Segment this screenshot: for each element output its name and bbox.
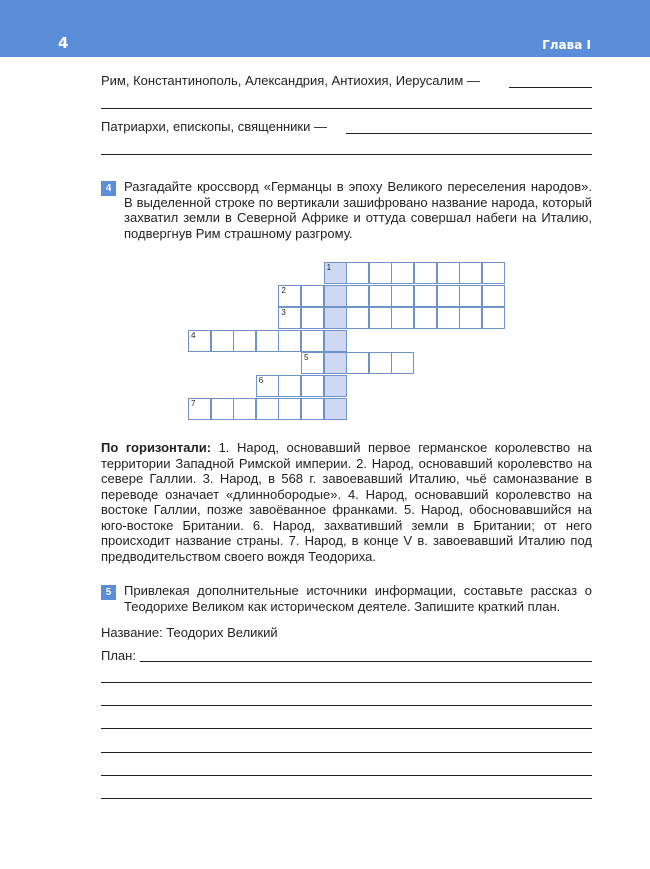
crossword-clue-number: 5 xyxy=(304,353,309,363)
crossword-cell[interactable] xyxy=(414,307,437,329)
page-header xyxy=(0,0,650,57)
crossword-cell[interactable] xyxy=(369,352,392,374)
task-4-badge: 4 xyxy=(101,181,116,196)
crossword-clue-number: 6 xyxy=(258,376,264,385)
answer-field-1[interactable] xyxy=(509,87,592,88)
answer-prompt-1: Рим, Константинополь, Александрия, Антиохия, Иерусалим — xyxy=(101,73,480,88)
crossword-clue-number: 1 xyxy=(326,263,332,272)
crossword-cell[interactable] xyxy=(278,330,301,352)
clues-heading: По горизонтали: xyxy=(101,440,212,455)
crossword-cell[interactable] xyxy=(301,352,324,374)
crossword-cell[interactable] xyxy=(278,375,301,397)
crossword-clue-number: 3 xyxy=(281,308,286,318)
task-4-text: Разгадайте кроссворд «Германцы в эпоху Великого переселения народов». В выделенной строке по вертикали зашифровано название народа, который захватил земли в Северной Африке и оттуда совершал набеги на Италию, подвергнув Рим страшному разгрому. xyxy=(124,179,592,241)
crossword-cell[interactable] xyxy=(188,330,211,352)
clues-text: 1. Народ, основавший первое германское королевство на территории Западной Римской империи. 2. Народ, основавший королевство на севере Галлии. 3. Народ, в 568 г. завоевавший Италию, чьё самоназвание в переводе означает «длиннобородые». 4. Народ, основавший королевство на востоке Галлии, позже завоёванное франками. 5. Народ, обосновавшийся на юго-востоке Британии. 6. Народ, захвативший земли в Британии; от него происходит название страны. 7. Народ, в конце V в. завоевавший Италию под предводительством своего вождя Теодориха. xyxy=(101,440,593,564)
crossword-cell[interactable] xyxy=(369,307,392,329)
crossword-cell[interactable] xyxy=(324,262,347,284)
plan-line-3[interactable] xyxy=(101,705,592,706)
answer-line-1b[interactable] xyxy=(101,108,592,109)
crossword-cell[interactable] xyxy=(324,285,347,307)
crossword-cell[interactable] xyxy=(301,375,324,397)
chapter-title: Глава I xyxy=(542,38,591,52)
crossword-cell[interactable] xyxy=(256,398,279,420)
crossword-cell[interactable] xyxy=(459,307,482,329)
crossword-clue-number: 7 xyxy=(191,398,196,408)
crossword-cell[interactable] xyxy=(301,285,324,307)
crossword-cell[interactable] xyxy=(437,262,460,284)
plan-line-1[interactable] xyxy=(140,661,592,662)
crossword-cell[interactable] xyxy=(324,398,347,420)
crossword-cell[interactable] xyxy=(211,330,234,352)
crossword-cell[interactable] xyxy=(369,285,392,307)
crossword-cell[interactable] xyxy=(346,307,369,329)
page-number: 4 xyxy=(58,34,69,52)
plan-label: План: xyxy=(101,648,136,663)
crossword-cell[interactable] xyxy=(256,375,279,397)
crossword-cell[interactable] xyxy=(459,285,482,307)
crossword-cell[interactable] xyxy=(414,285,437,307)
crossword-cell[interactable] xyxy=(346,352,369,374)
crossword-cell[interactable] xyxy=(414,262,437,284)
crossword-cell[interactable] xyxy=(437,307,460,329)
crossword-cell[interactable] xyxy=(278,285,301,307)
crossword-cell[interactable] xyxy=(211,398,234,420)
crossword-cell[interactable] xyxy=(301,398,324,420)
crossword-cell[interactable] xyxy=(233,398,256,420)
crossword-clue-number: 2 xyxy=(281,285,286,295)
crossword-cell[interactable] xyxy=(369,262,392,284)
crossword-cell[interactable] xyxy=(391,262,414,284)
task-5-badge: 5 xyxy=(101,585,116,600)
crossword-cell[interactable] xyxy=(324,375,347,397)
crossword-cell[interactable] xyxy=(459,262,482,284)
crossword-grid xyxy=(188,262,508,422)
answer-prompt-2: Патриархи, епископы, священники — xyxy=(101,119,327,134)
crossword-cell[interactable] xyxy=(482,307,505,329)
crossword-cell[interactable] xyxy=(482,285,505,307)
crossword-cell[interactable] xyxy=(346,262,369,284)
crossword-cell[interactable] xyxy=(324,352,347,374)
crossword-cell[interactable] xyxy=(391,285,414,307)
story-title-line: Название: Теодорих Великий xyxy=(101,625,278,640)
answer-field-2[interactable] xyxy=(346,133,592,134)
crossword-cell[interactable] xyxy=(278,398,301,420)
task-5-text: Привлекая дополнительные источники информации, составьте рассказ о Теодорихе Великом как историческом деятеле. Запишите краткий план. xyxy=(124,583,592,614)
clues-block xyxy=(101,440,592,564)
crossword-cell[interactable] xyxy=(391,307,414,329)
crossword-cell[interactable] xyxy=(324,330,347,352)
crossword-cell[interactable] xyxy=(233,330,256,352)
crossword-cell[interactable] xyxy=(278,307,301,329)
crossword-cell[interactable] xyxy=(391,352,414,374)
crossword-cell[interactable] xyxy=(188,398,211,420)
answer-line-2b[interactable] xyxy=(101,154,592,155)
plan-line-6[interactable] xyxy=(101,775,592,776)
plan-line-7[interactable] xyxy=(101,798,592,799)
crossword-cell[interactable] xyxy=(256,330,279,352)
plan-line-5[interactable] xyxy=(101,752,592,753)
plan-line-2[interactable] xyxy=(101,682,592,683)
crossword-clue-number: 4 xyxy=(191,330,196,340)
crossword-cell[interactable] xyxy=(324,307,347,329)
crossword-cell[interactable] xyxy=(482,262,505,284)
crossword-cell[interactable] xyxy=(437,285,460,307)
plan-line-4[interactable] xyxy=(101,728,592,729)
crossword-cell[interactable] xyxy=(301,330,324,352)
crossword-cell[interactable] xyxy=(346,285,369,307)
crossword-cell[interactable] xyxy=(301,307,324,329)
